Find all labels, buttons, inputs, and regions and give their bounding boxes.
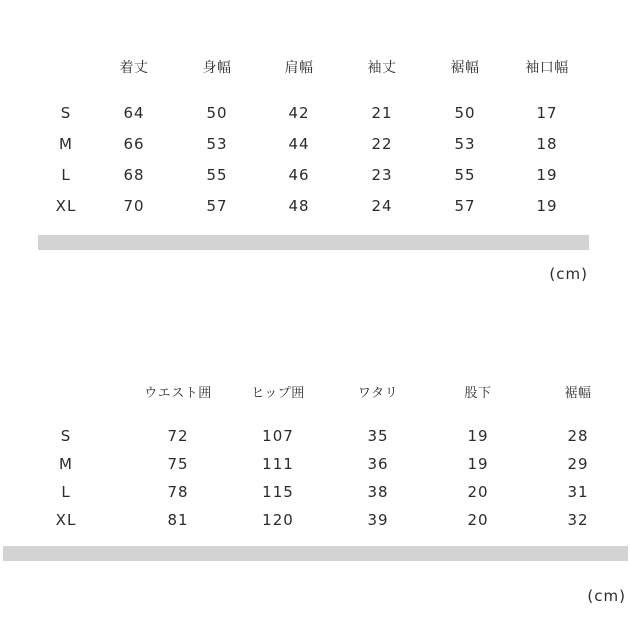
tops-header-sleeve-length: 袖丈	[367, 60, 397, 76]
tops-cell: 46	[288, 166, 310, 184]
tops-cell: 19	[536, 166, 558, 184]
bottoms-header-thigh: ワタリ	[357, 386, 399, 401]
tops-cell: 48	[288, 197, 310, 215]
tops-size-label: XL	[55, 197, 77, 215]
bottoms-size-label: XL	[55, 511, 77, 529]
tops-cell: 42	[288, 104, 310, 122]
tops-size-label: S	[60, 104, 72, 122]
tops-cell: 19	[536, 197, 558, 215]
bottoms-cell: 19	[467, 427, 489, 445]
tops-cell: 18	[536, 135, 558, 153]
tops-cell: 23	[371, 166, 393, 184]
tops-cell: 53	[454, 135, 476, 153]
bottoms-cell: 107	[262, 427, 294, 445]
bottoms-cell: 31	[567, 483, 589, 501]
bottoms-cell: 111	[262, 455, 294, 473]
bottoms-cell: 78	[167, 483, 189, 501]
bottoms-header-hip: ヒップ囲	[251, 386, 305, 401]
tops-cell: 44	[288, 135, 310, 153]
tops-unit-label: (cm)	[549, 265, 588, 283]
bottoms-cell: 35	[367, 427, 389, 445]
bottoms-header-hem-width: 裾幅	[564, 386, 592, 401]
bottoms-size-label: S	[60, 427, 72, 445]
bottoms-cell: 20	[467, 511, 489, 529]
bottoms-cell: 36	[367, 455, 389, 473]
tops-cell: 57	[206, 197, 228, 215]
tops-cell: 55	[454, 166, 476, 184]
bottoms-cell: 28	[567, 427, 589, 445]
tops-cell: 64	[123, 104, 145, 122]
tops-header-body-width: 身幅	[202, 60, 232, 76]
bottoms-cell: 20	[467, 483, 489, 501]
tops-header-cuff-width: 袖口幅	[525, 60, 569, 76]
tops-cell: 24	[371, 197, 393, 215]
bottoms-cell: 81	[167, 511, 189, 529]
tops-cell: 68	[123, 166, 145, 184]
tops-header-length: 着丈	[119, 60, 149, 76]
tops-cell: 55	[206, 166, 228, 184]
bottoms-cell: 19	[467, 455, 489, 473]
tops-cell: 21	[371, 104, 393, 122]
bottoms-header-inseam: 股下	[464, 386, 492, 401]
bottoms-cell: 32	[567, 511, 589, 529]
bottoms-size-label: M	[59, 455, 73, 473]
bottoms-cell: 75	[167, 455, 189, 473]
bottoms-size-label: L	[61, 483, 71, 501]
tops-cell: 53	[206, 135, 228, 153]
tops-size-label: L	[61, 166, 71, 184]
tops-cell: 17	[536, 104, 558, 122]
bottoms-cell: 38	[367, 483, 389, 501]
tops-cell: 70	[123, 197, 145, 215]
bottoms-cell: 115	[262, 483, 294, 501]
bottoms-unit-label: (cm)	[587, 587, 626, 605]
tops-cell: 66	[123, 135, 145, 153]
tops-header-hem-width: 裾幅	[450, 60, 480, 76]
tops-divider-bar	[38, 235, 589, 250]
bottoms-cell: 29	[567, 455, 589, 473]
tops-cell: 50	[454, 104, 476, 122]
tops-header-shoulder-width: 肩幅	[284, 60, 314, 76]
tops-cell: 50	[206, 104, 228, 122]
bottoms-cell: 120	[262, 511, 294, 529]
bottoms-divider-bar	[3, 546, 628, 561]
tops-cell: 57	[454, 197, 476, 215]
bottoms-cell: 39	[367, 511, 389, 529]
tops-size-label: M	[59, 135, 73, 153]
tops-cell: 22	[371, 135, 393, 153]
bottoms-cell: 72	[167, 427, 189, 445]
bottoms-header-waist: ウエスト囲	[144, 386, 212, 401]
